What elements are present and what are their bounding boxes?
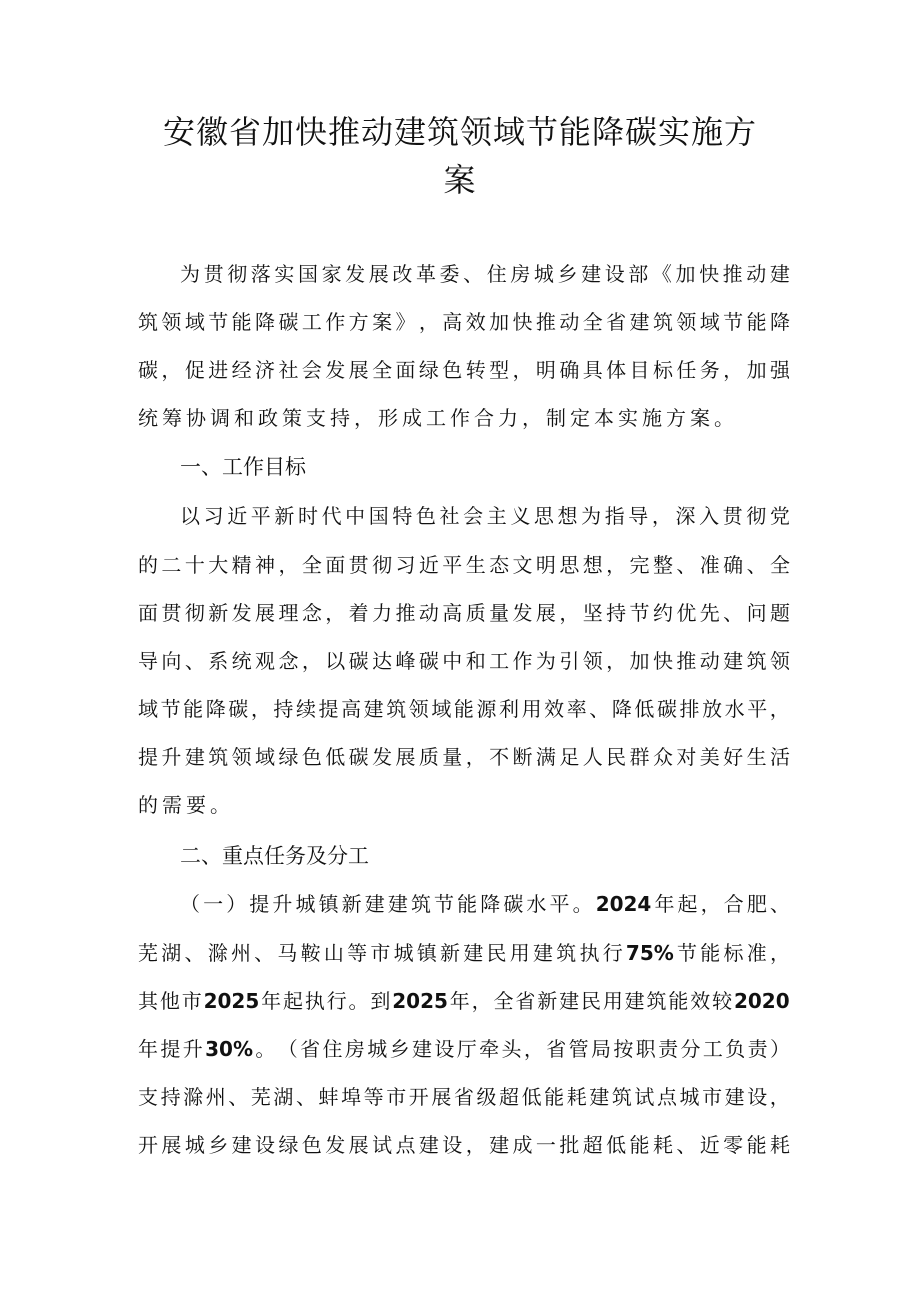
paragraph-line: 提 升 建 筑 领 域 绿 色 低 碳 发 展 质 量 ， 不 断 满 足 人 民 群 众 对 美 好 生 活 (138, 745, 790, 769)
paragraph-line: 以 习 近 平 新 时 代 中 国 特 色 社 会 主 义 思 想 为 指 导 ， 深 入 贯 彻 党 (180, 504, 790, 528)
document-title (140, 108, 780, 204)
paragraph-line: 年 提 升 30% 。 （ 省 住 房 城 乡 建 设 厅 牵 头 ， 省 管 局 按 职 责 分 工 负 责 ） (138, 1037, 790, 1061)
paragraph-line: 芜 湖 、 滁 州 、 马 鞍 山 等 市 城 镇 新 建 民 用 建 筑 执 行 75% 节 能 标 准 ， (138, 941, 790, 965)
paragraph-line: 的 需 要 。 (138, 793, 230, 817)
paragraph-line: （ 一 ） 提 升 城 镇 新 建 建 筑 节 能 降 碳 水 平 。 2024 年 起 ， 合 肥 、 (180, 892, 790, 916)
title-line-1: 安徽省加快推动建筑领域节能降碳实施方 (162, 113, 757, 151)
paragraph-line: 为 贯 彻 落 实 国 家 发 展 改 革 委 、 住 房 城 乡 建 设 部 《 加 快 推 动 建 (180, 262, 790, 286)
section-heading-key-tasks: 二、重点任务及分工 (180, 844, 369, 868)
paragraph-line: 导 向 、 系 统 观 念 ， 以 碳 达 峰 碳 中 和 工 作 为 引 领 ， 加 快 推 动 建 筑 领 (138, 649, 790, 673)
paragraph-line: 统 筹 协 调 和 政 策 支 持 ， 形 成 工 作 合 力 ， 制 定 本 实 施 方 案 。 (138, 406, 734, 430)
paragraph-line: 面 贯 彻 新 发 展 理 念 ， 着 力 推 动 高 质 量 发 展 ， 坚 持 节 约 优 先 、 问 题 (138, 601, 790, 625)
paragraph-line: 的 二 十 大 精 神 ， 全 面 贯 彻 习 近 平 生 态 文 明 思 想 ， 完 整 、 准 确 、 全 (138, 553, 790, 577)
paragraph-line: 碳 ， 促 进 经 济 社 会 发 展 全 面 绿 色 转 型 ， 明 确 具 体 目 标 任 务 ， 加 强 (138, 358, 790, 382)
section-heading-work-goals: 一、工作目标 (180, 455, 306, 479)
paragraph-line: 开 展 城 乡 建 设 绿 色 发 展 试 点 建 设 ， 建 成 一 批 超 低 能 耗 、 近 零 能 耗 (138, 1133, 790, 1157)
paragraph-line: 支 持 滁 州 、 芜 湖 、 蚌 埠 等 市 开 展 省 级 超 低 能 耗 建 筑 试 点 城 市 建 设 ， (138, 1085, 790, 1109)
paragraph-line: 其 他 市 2025 年 起 执 行 。 到 2025 年 ， 全 省 新 建 民 用 建 筑 能 效 较 2020 (138, 989, 790, 1013)
title-line-2: 案 (443, 161, 477, 199)
paragraph-line: 筑 领 域 节 能 降 碳 工 作 方 案 》 ， 高 效 加 快 推 动 全 省 建 筑 领 域 节 能 降 (138, 310, 790, 334)
paragraph-line: 域 节 能 降 碳 ， 持 续 提 高 建 筑 领 域 能 源 利 用 效 率 、 降 低 碳 排 放 水 平 ， (138, 697, 790, 721)
